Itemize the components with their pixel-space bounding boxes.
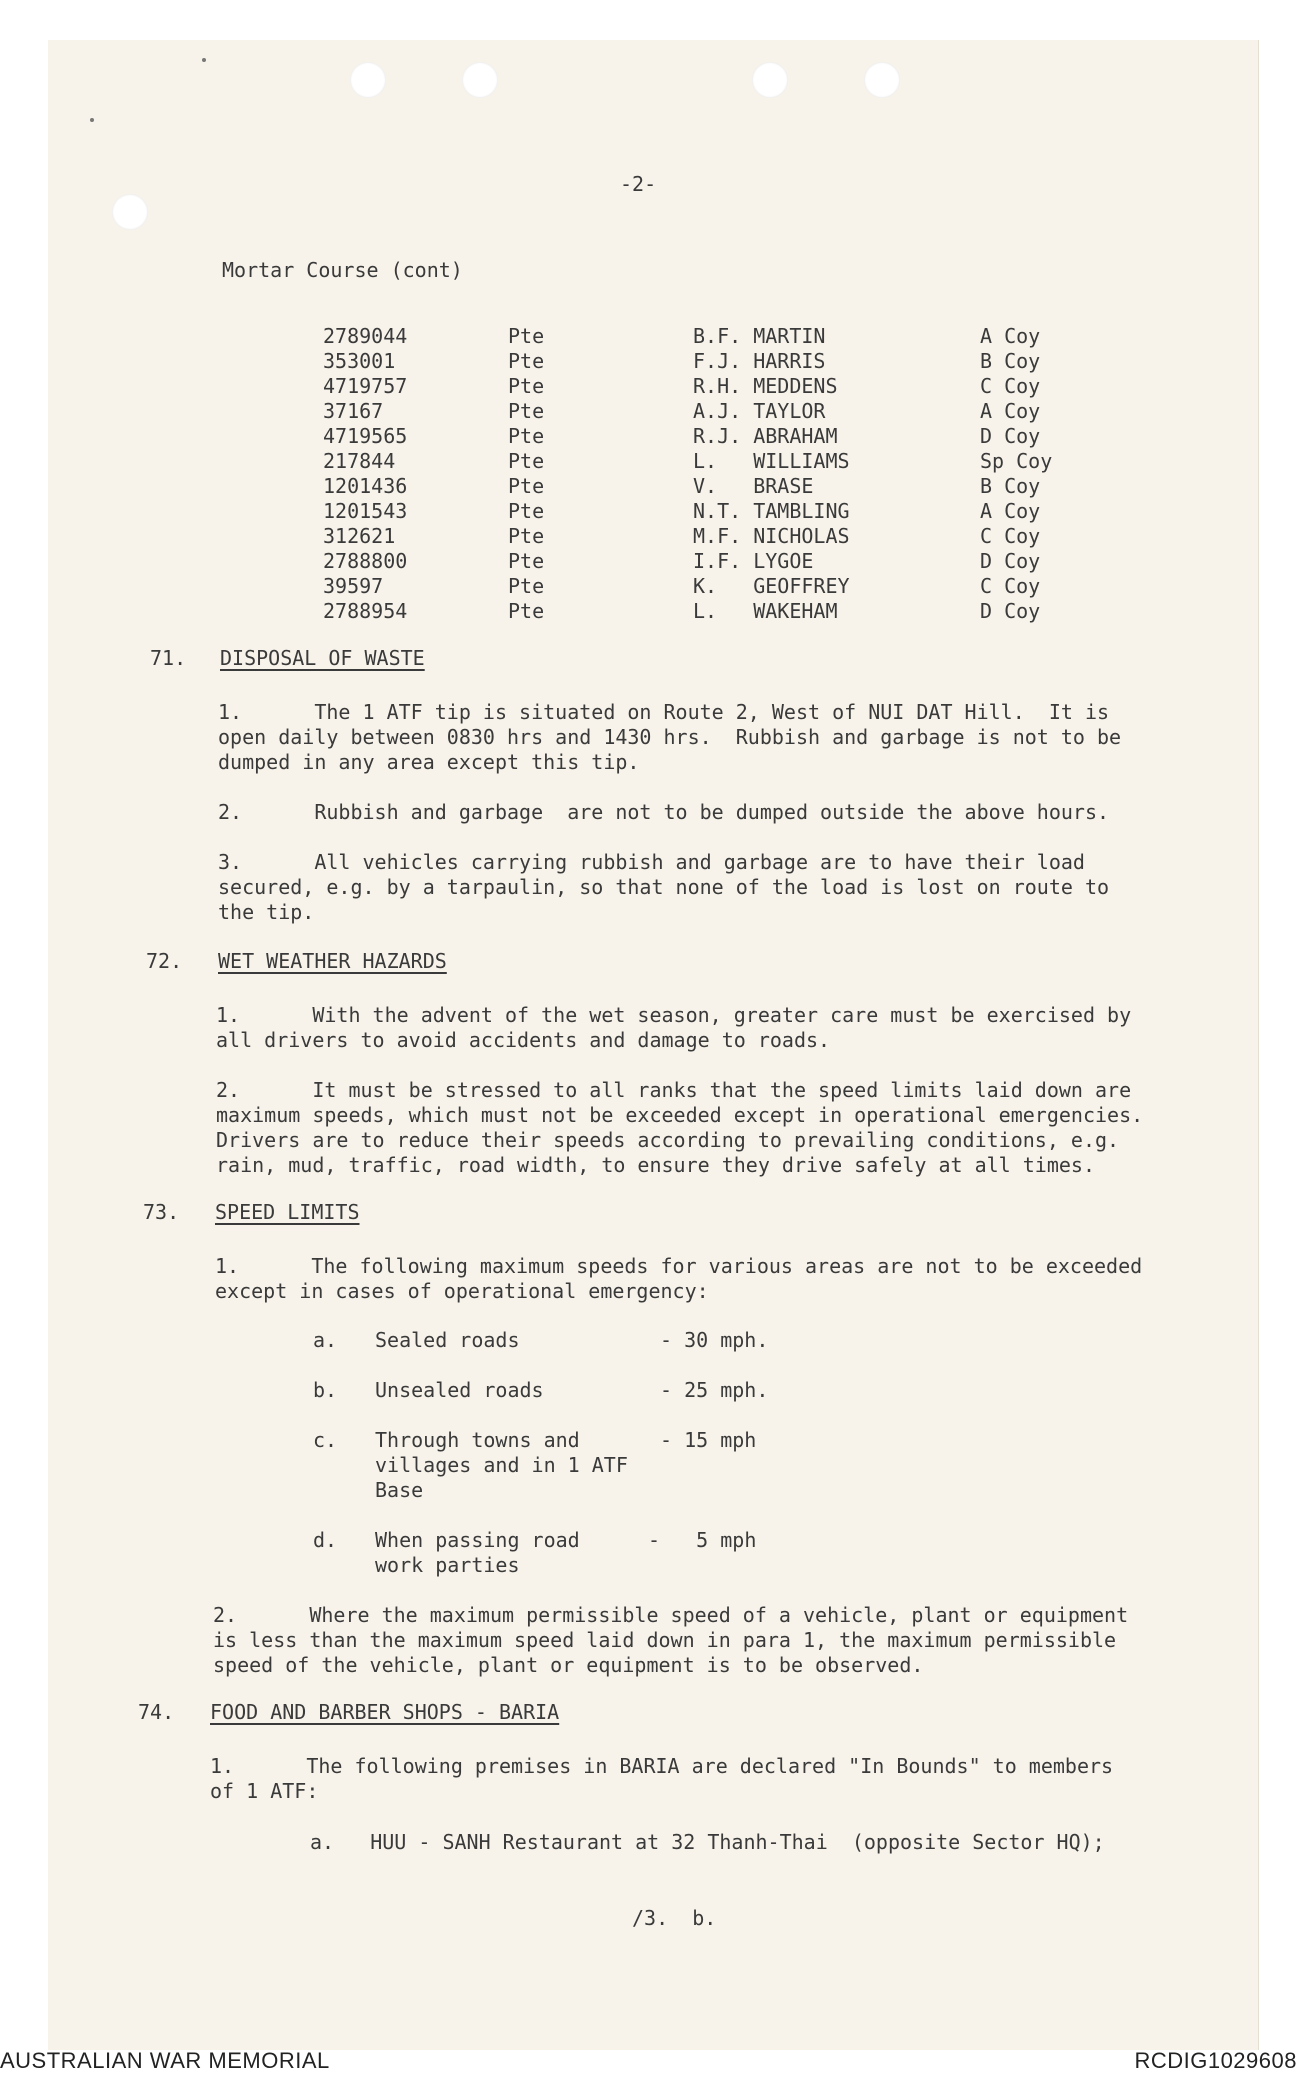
roster-rank: Pte (508, 524, 545, 548)
roster-company: D Coy (980, 599, 1041, 623)
roster-rank: Pte (508, 324, 545, 348)
section-title: SPEED LIMITS (215, 1200, 360, 1224)
punch-hole (462, 62, 498, 98)
roster-company: C Coy (980, 574, 1041, 598)
punch-hole (350, 62, 386, 98)
punch-hole (752, 62, 788, 98)
roster-service-number: 4719757 (323, 374, 408, 398)
section-title: FOOD AND BARBER SHOPS - BARIA (210, 1700, 560, 1724)
roster-company: A Coy (980, 499, 1041, 523)
paragraph-line: 3. All vehicles carrying rubbish and garbage are to have their load (218, 850, 1085, 874)
paragraph-line: secured, e.g. by a tarpaulin, so that none of the load is lost on route to (218, 875, 1110, 899)
roster-company: B Coy (980, 349, 1041, 373)
roster-rank: Pte (508, 449, 545, 473)
footer-archive-name: AUSTRALIAN WAR MEMORIAL (0, 2048, 330, 2073)
roster-service-number: 312621 (323, 524, 396, 548)
paragraph-line: Drivers are to reduce their speeds according to prevailing conditions, e.g. (216, 1128, 1120, 1152)
roster-company: A Coy (980, 399, 1041, 423)
paper-speck (202, 58, 206, 62)
list-letter: c. (313, 1428, 338, 1452)
roster-rank: Pte (508, 349, 545, 373)
list-area: Sealed roads (375, 1328, 520, 1352)
roster-name: B.F. MARTIN (693, 324, 826, 348)
section-title: WET WEATHER HAZARDS (218, 949, 447, 973)
roster-name: L. WAKEHAM (693, 599, 838, 623)
roster-company: C Coy (980, 374, 1041, 398)
roster-rank: Pte (508, 549, 545, 573)
footer-item-id: RCDIG1029608 (1134, 2048, 1297, 2073)
list-area: Base (375, 1478, 424, 1502)
roster-company: Sp Coy (980, 449, 1053, 473)
paragraph-line: dumped in any area except this tip. (218, 750, 640, 774)
paper-speck (90, 118, 94, 122)
roster-company: B Coy (980, 474, 1041, 498)
roster-company: A Coy (980, 324, 1041, 348)
paragraph-line: 2. Where the maximum permissible speed of a vehicle, plant or equipment (213, 1603, 1129, 1627)
paragraph-line: 1. The 1 ATF tip is situated on Route 2, West of NUI DAT Hill. It is (218, 700, 1110, 724)
list-speed: - 25 mph. (660, 1378, 769, 1402)
roster-name: V. BRASE (693, 474, 814, 498)
paragraph-line: rain, mud, traffic, road width, to ensure they drive safely at all times. (216, 1153, 1095, 1177)
roster-rank: Pte (508, 499, 545, 523)
roster-service-number: 4719565 (323, 424, 408, 448)
roster-rank: Pte (508, 424, 545, 448)
roster-rank: Pte (508, 399, 545, 423)
punch-hole (864, 62, 900, 98)
list-area: Through towns and (375, 1428, 580, 1452)
paragraph-line: all drivers to avoid accidents and damage to roads. (216, 1028, 831, 1052)
roster-rank: Pte (508, 599, 545, 623)
paragraph-line: 1. The following maximum speeds for various areas are not to be exceeded (215, 1254, 1143, 1278)
paragraph-line: maximum speeds, which must not be exceeded except in operational emergencies. (216, 1103, 1144, 1127)
section-number: 72. (146, 949, 183, 973)
paragraph-line: 2. It must be stressed to all ranks that the speed limits laid down are (216, 1078, 1132, 1102)
roster-service-number: 2788954 (323, 599, 408, 623)
list-speed: - 15 mph (660, 1428, 757, 1452)
roster-service-number: 2789044 (323, 324, 408, 348)
roster-company: C Coy (980, 524, 1041, 548)
list-area: villages and in 1 ATF (375, 1453, 628, 1477)
roster-service-number: 1201436 (323, 474, 408, 498)
paragraph-line: speed of the vehicle, plant or equipment is to be observed. (213, 1653, 924, 1677)
paragraph-line: 1. The following premises in BARIA are declared "In Bounds" to members (210, 1754, 1114, 1778)
roster-service-number: 37167 (323, 399, 384, 423)
roster-rank: Pte (508, 374, 545, 398)
list-speed: - 5 mph (648, 1528, 757, 1552)
paragraph-line: 2. Rubbish and garbage are not to be dumped outside the above hours. (218, 800, 1110, 824)
punch-hole (112, 194, 148, 230)
list-letter: a. (313, 1328, 338, 1352)
paragraph-line: of 1 ATF: (210, 1779, 319, 1803)
section-number: 71. (150, 646, 187, 670)
roster-service-number: 1201543 (323, 499, 408, 523)
roster-service-number: 353001 (323, 349, 396, 373)
paragraph-line: a. HUU - SANH Restaurant at 32 Thanh-Thai (opposite Sector HQ); (310, 1830, 1105, 1854)
list-area: When passing road (375, 1528, 580, 1552)
roster-rank: Pte (508, 474, 545, 498)
roster-name: F.J. HARRIS (693, 349, 826, 373)
list-letter: d. (313, 1528, 338, 1552)
roster-company: D Coy (980, 424, 1041, 448)
roster-service-number: 217844 (323, 449, 396, 473)
roster-name: M.F. NICHOLAS (693, 524, 850, 548)
paragraph-line: is less than the maximum speed laid down in para 1, the maximum permissible (213, 1628, 1117, 1652)
roster-company: D Coy (980, 549, 1041, 573)
section-number: 73. (143, 1200, 180, 1224)
roster-name: R.J. ABRAHAM (693, 424, 838, 448)
roster-name: K. GEOFFREY (693, 574, 850, 598)
section-header: Mortar Course (cont) (222, 258, 463, 282)
roster-name: I.F. LYGOE (693, 549, 814, 573)
roster-name: N.T. TAMBLING (693, 499, 850, 523)
paragraph-line: 1. With the advent of the wet season, greater care must be exercised by (216, 1003, 1132, 1027)
roster-name: A.J. TAYLOR (693, 399, 826, 423)
roster-rank: Pte (508, 574, 545, 598)
list-speed: - 30 mph. (660, 1328, 769, 1352)
paragraph-line: the tip. (218, 900, 315, 924)
roster-service-number: 39597 (323, 574, 384, 598)
list-area: work parties (375, 1553, 520, 1577)
roster-name: L. WILLIAMS (693, 449, 850, 473)
page-number: -2- (620, 172, 657, 196)
paragraph-line: open daily between 0830 hrs and 1430 hrs. Rubbish and garbage is not to be (218, 725, 1122, 749)
paragraph-line: except in cases of operational emergency: (215, 1279, 709, 1303)
list-area: Unsealed roads (375, 1378, 544, 1402)
list-letter: b. (313, 1378, 338, 1402)
roster-name: R.H. MEDDENS (693, 374, 838, 398)
section-title: DISPOSAL OF WASTE (220, 646, 425, 670)
continuation-marker: /3. b. (632, 1906, 717, 1930)
roster-service-number: 2788800 (323, 549, 408, 573)
section-number: 74. (138, 1700, 175, 1724)
